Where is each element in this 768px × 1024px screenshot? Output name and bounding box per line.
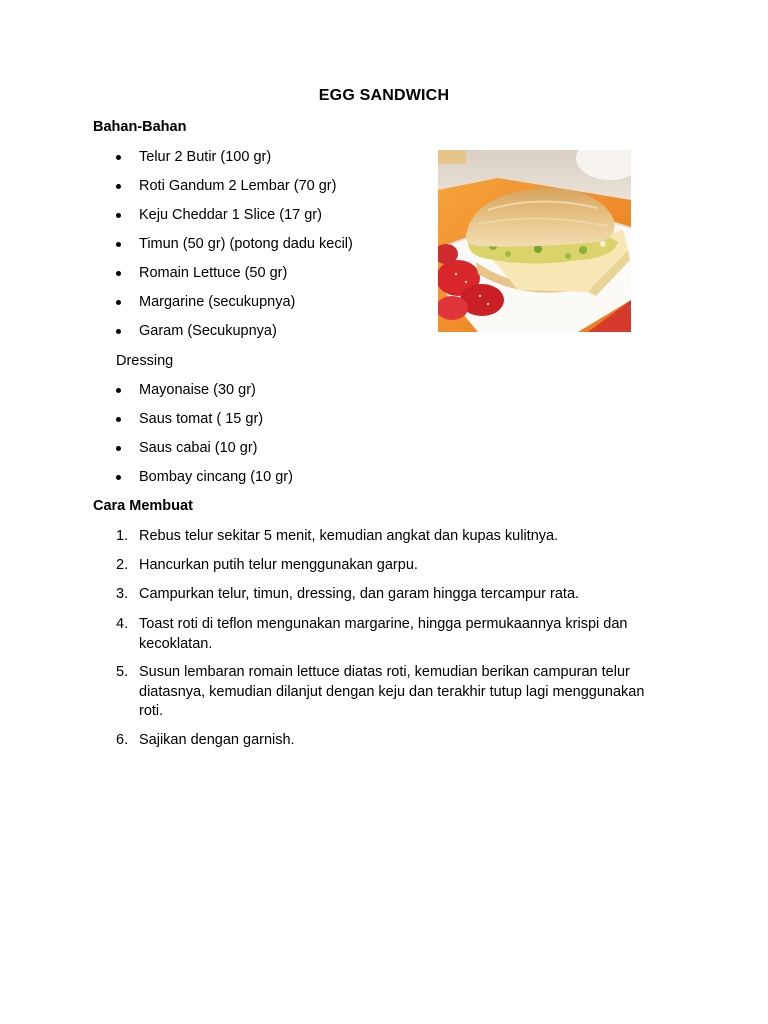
bullet-icon (116, 271, 121, 276)
page-title: EGG SANDWICH (318, 87, 450, 104)
bullet-icon (116, 417, 121, 422)
bullet-icon (116, 446, 121, 451)
bullet-icon (116, 155, 121, 160)
ingredients-heading: Bahan-Bahan (93, 119, 187, 135)
bullet-icon (116, 213, 121, 218)
dressing-label: Dressing (116, 353, 174, 369)
bullet-icon (116, 388, 121, 393)
bullet-icon (116, 242, 121, 247)
bullet-icon (116, 300, 121, 305)
egg-sandwich-photo (438, 150, 631, 332)
bullet-icon (116, 184, 121, 189)
bullet-icon (116, 475, 121, 480)
bullet-icon (116, 329, 121, 334)
document-page: EGG SANDWICH Bahan-Bahan Telur 2 Butir (100 gr) Roti Gandum 2 Lembar (70 gr) Keju Cheddar 1 Slice (17 gr) Timun (50 gr) (potong dadu kecil) Romain Lettuce (50 gr) Margarine (secukupnya) Garam (Secukupnya) Dressing Mayonaise (30 gr) Saus tomat ( 15 gr) Saus cabai (10 gr) Bombay cincang (10 gr) Cara Membuat 1. Rebus telur sekitar 5 menit, kemudian angkat dan kupas kulitnya. 2. Hancurkan putih telur menggunakan garpu. 3. Campurkan telur, timun, dressing, dan garam hingga tercampur rata. 4. Toast roti di teflon mengunakan margarine, hingga permukaannya krispi dan kecoklatan. 5. Susun lembaran romain lettuce diatas roti, kemudian berikan campuran telur diatasnya, kemudian dilanjut dengan keju dan terakhir tutup lagi menggunakan roti. 6. Sajikan dengan garnish. (0, 0, 768, 1024)
method-heading: Cara Membuat (93, 498, 193, 514)
